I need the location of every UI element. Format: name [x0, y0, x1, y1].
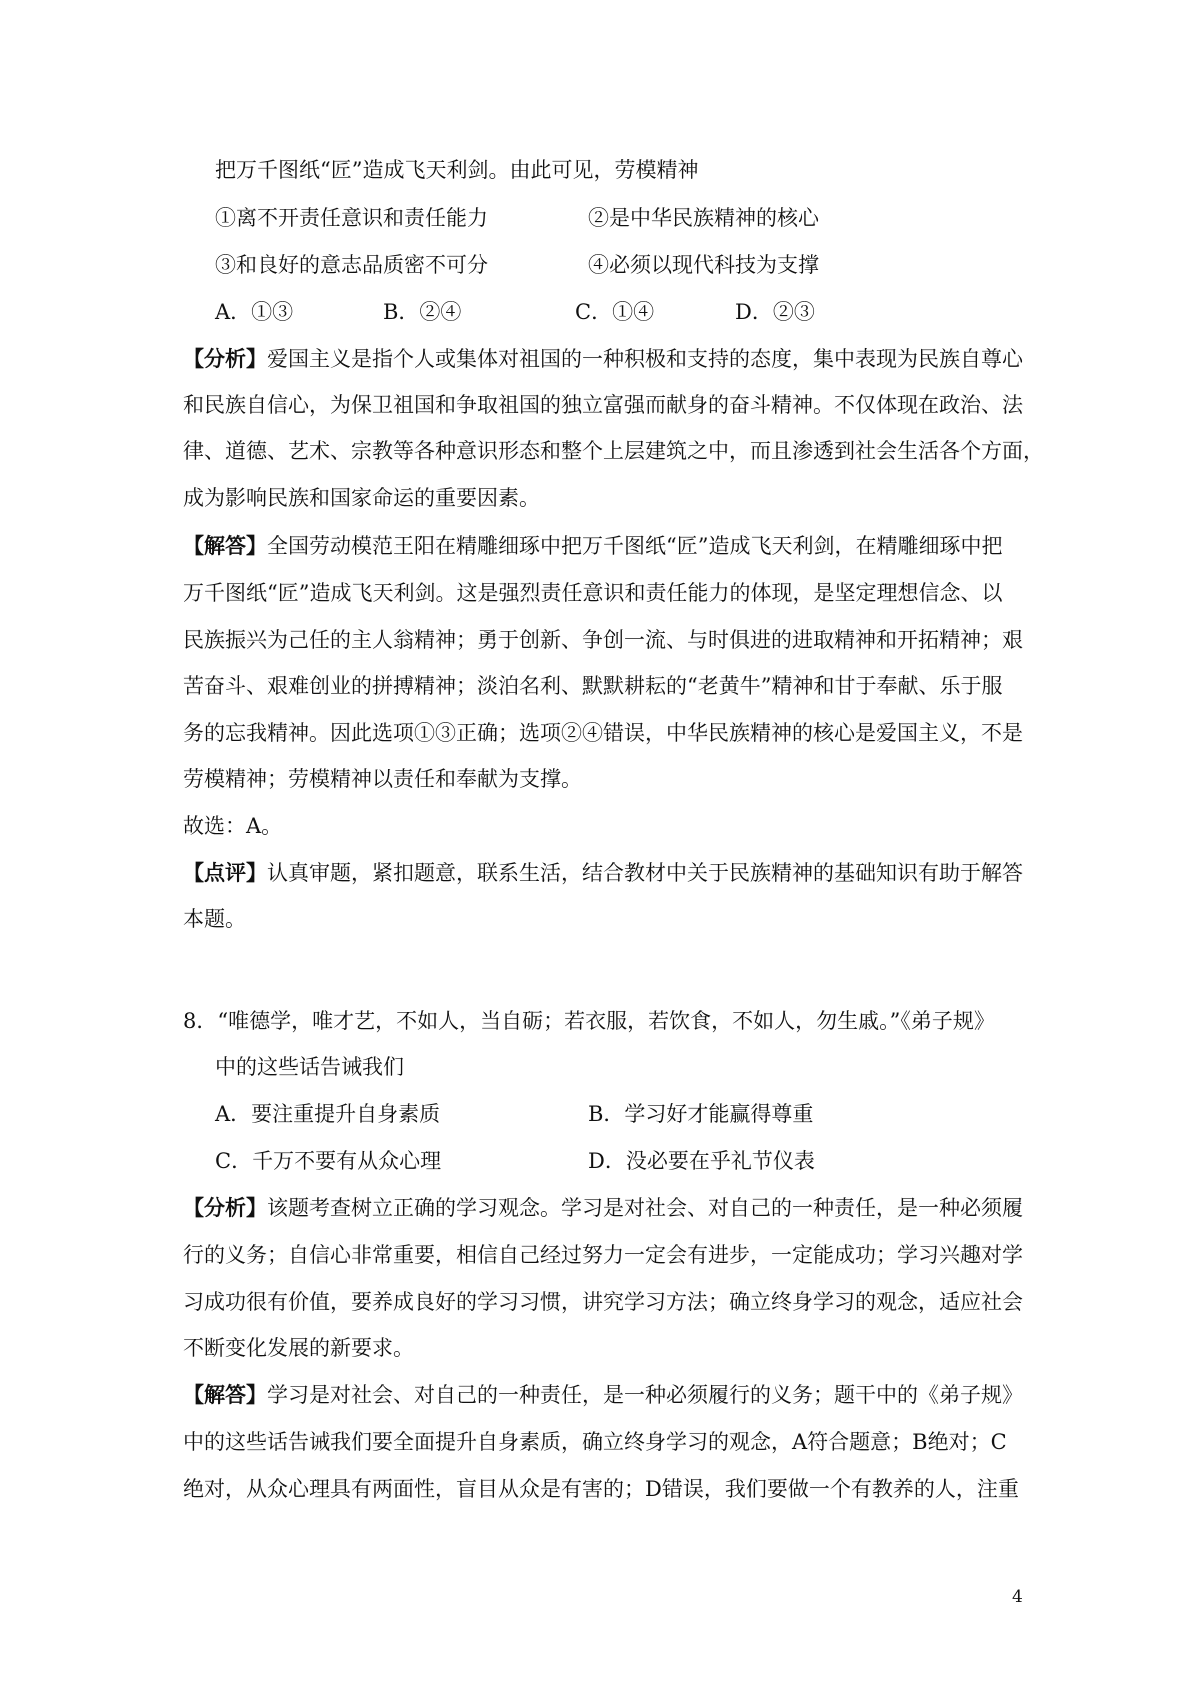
q7-stem-tail: 把万千图纸“匠”造成飞天利剑。由此可见，劳模精神 [215, 158, 699, 182]
q8-answer-line-1: 【解答】学习是对社会、对自己的一种责任，是一种必须履行的义务；题干中的《弟子规》 [183, 1382, 1023, 1407]
q8-analysis-label: 【分析】 [183, 1195, 267, 1220]
q8-analysis-line-2: 行的义务；自信心非常重要，相信自己经过努力一定会有进步，一定能成功；学习兴趣对学 [183, 1243, 1023, 1267]
q7-answer-label: 【解答】 [183, 533, 267, 558]
q7-choice-b: B．②④ [383, 300, 462, 324]
q8-analysis-line-3: 习成功很有价值，要养成良好的学习习惯，讲究学习方法；确立终身学习的观念，适应社会 [183, 1290, 1023, 1314]
q8-answer-line-3: 绝对，从众心理具有两面性，盲目从众是有害的；D错误，我们要做一个有教养的人，注重 [183, 1477, 1019, 1501]
q7-choice-a: A．①③ [215, 300, 294, 324]
q7-statement-3: ③和良好的意志品质密不可分 [215, 253, 488, 277]
q7-choice-d: D．②③ [735, 300, 815, 324]
q7-choice-c: C．①④ [575, 300, 655, 324]
q7-statement-2: ②是中华民族精神的核心 [588, 206, 819, 230]
q7-comment-label: 【点评】 [183, 860, 267, 885]
q7-final-answer: 故选：A。 [183, 814, 283, 838]
q8-stem-line-1: 8．“唯德学，唯才艺，不如人，当自砺；若衣服，若饮食，不如人，勿生戚。”《弟子规》 [183, 1009, 995, 1033]
q8-choice-c: C．千万不要有从众心理 [215, 1149, 442, 1173]
q7-comment-line-2: 本题。 [183, 907, 246, 931]
q8-answer-line-2: 中的这些话告诫我们要全面提升自身素质，确立终身学习的观念，A符合题意；B绝对；C [183, 1430, 1007, 1454]
q7-statement-1: ①离不开责任意识和责任能力 [215, 206, 488, 230]
q7-answer-line-6: 劳模精神；劳模精神以责任和奉献为支撑。 [183, 767, 582, 791]
q8-choice-d: D．没必要在乎礼节仪表 [588, 1149, 815, 1173]
page-number: 4 [1012, 1587, 1023, 1607]
q7-statement-4: ④必须以现代科技为支撑 [588, 253, 819, 277]
q7-answer-line-4: 苦奋斗、艰难创业的拼搏精神；淡泊名利、默默耕耘的“老黄牛”精神和甘于奉献、乐于服 [183, 674, 1003, 698]
q8-answer-label: 【解答】 [183, 1382, 267, 1407]
q7-comment-line-1: 【点评】认真审题，紧扣题意，联系生活，结合教材中关于民族精神的基础知识有助于解答 [183, 860, 1023, 885]
q7-analysis-line-3: 律、道德、艺术、宗教等各种意识形态和整个上层建筑之中，而且渗透到社会生活各个方面， [183, 439, 1044, 463]
q7-analysis-line-4: 成为影响民族和国家命运的重要因素。 [183, 486, 540, 510]
q8-analysis-line-4: 不断变化发展的新要求。 [183, 1336, 414, 1360]
q8-stem-line-2: 中的这些话告诫我们 [215, 1055, 404, 1079]
q7-answer-line-3: 民族振兴为己任的主人翁精神；勇于创新、争创一流、与时俱进的进取精神和开拓精神；艰 [183, 628, 1023, 652]
q7-analysis-line-1: 【分析】爱国主义是指个人或集体对祖国的一种积极和支持的态度，集中表现为民族自尊心 [183, 346, 1023, 371]
q7-answer-line-5: 务的忘我精神。因此选项①③正确；选项②④错误，中华民族精神的核心是爱国主义，不是 [183, 721, 1023, 745]
q8-analysis-line-1: 【分析】该题考查树立正确的学习观念。学习是对社会、对自己的一种责任，是一种必须履 [183, 1195, 1023, 1220]
q8-choice-b: B．学习好才能赢得尊重 [588, 1102, 814, 1126]
q7-analysis-line-2: 和民族自信心，为保卫祖国和争取祖国的独立富强而献身的奋斗精神。不仅体现在政治、法 [183, 393, 1023, 417]
q8-choice-a: A．要注重提升自身素质 [215, 1102, 441, 1126]
q7-analysis-label: 【分析】 [183, 346, 267, 371]
q7-answer-line-2: 万千图纸“匠”造成飞天利剑。这是强烈责任意识和责任能力的体现，是坚定理想信念、以 [183, 581, 1003, 605]
q7-answer-line-1: 【解答】全国劳动模范王阳在精雕细琢中把万千图纸“匠”造成飞天利剑，在精雕细琢中把 [183, 533, 1003, 558]
